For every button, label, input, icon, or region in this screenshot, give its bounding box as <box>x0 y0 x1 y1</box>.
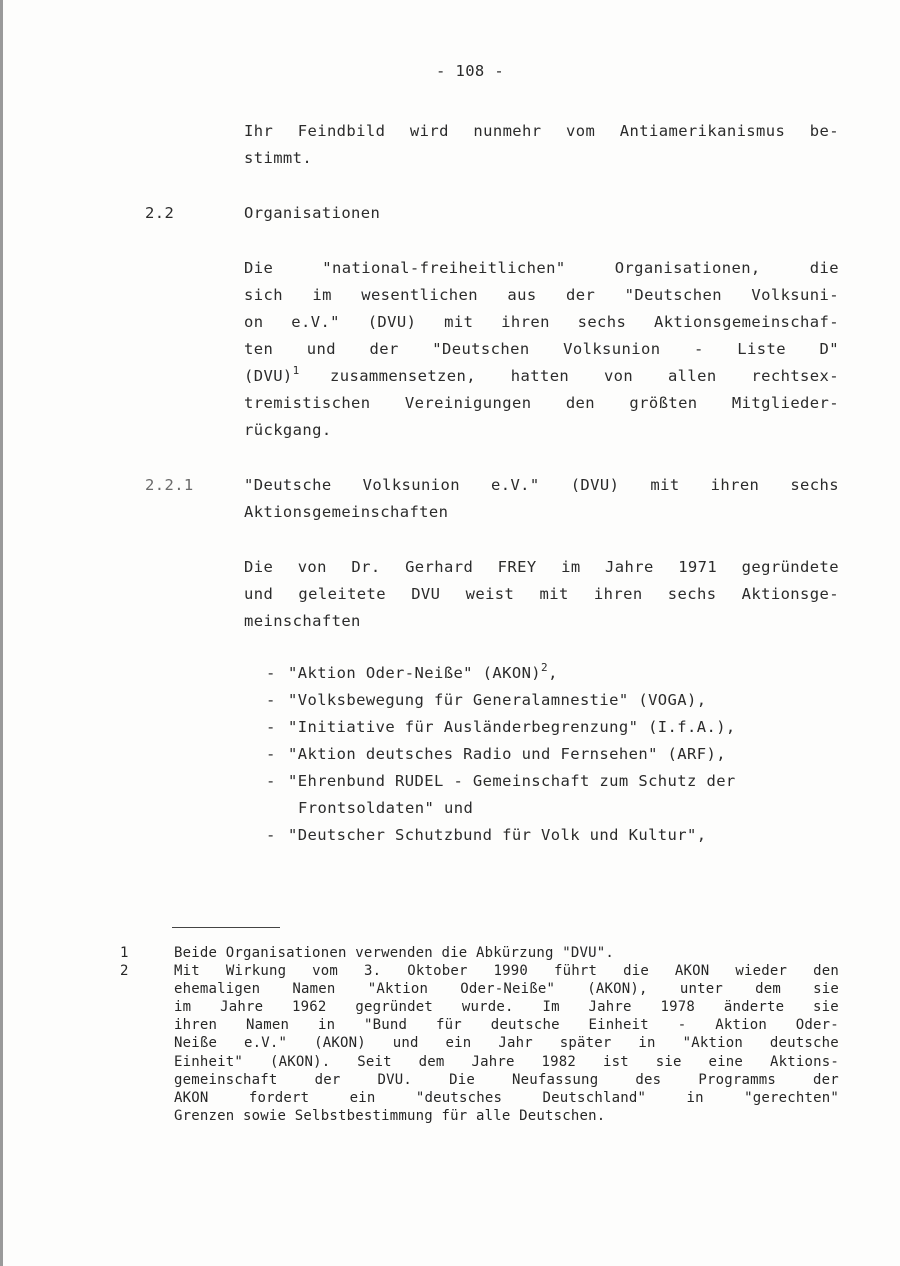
word: Programms <box>698 1071 776 1088</box>
word: weist <box>465 585 515 603</box>
list-item-1-end: , <box>548 664 558 682</box>
word: die <box>809 259 839 277</box>
word: Volksunion <box>563 340 661 358</box>
word: e.V." <box>244 1035 288 1052</box>
word: 3. <box>364 963 382 979</box>
word: wieder <box>735 963 788 979</box>
para-org-line-5-start <box>244 364 300 385</box>
word: mit <box>650 476 680 494</box>
word: im <box>312 286 332 304</box>
word: be- <box>809 122 839 140</box>
word: ten <box>244 340 274 358</box>
intro-line-1 <box>244 122 839 140</box>
word: DVU <box>411 585 441 603</box>
para-dvu-line-2 <box>244 585 839 603</box>
para-org-line-1 <box>244 259 839 277</box>
para-org-line-3 <box>244 313 839 331</box>
list-item-1-text: "Aktion Oder-Neiße" (AKON) <box>288 664 542 682</box>
word: sechs <box>577 313 627 331</box>
word: dem <box>418 1053 445 1070</box>
word: Jahre <box>471 1053 515 1070</box>
word: von <box>297 558 327 576</box>
word: "Aktion <box>367 981 429 998</box>
footnote-2-line <box>174 1035 839 1051</box>
word: "Bund <box>364 1017 408 1034</box>
word: "national-freiheitlichen" <box>322 259 566 277</box>
word: im <box>174 999 192 1016</box>
word: allen <box>667 367 717 385</box>
word: fordert <box>248 1089 310 1106</box>
word: (AKON). <box>269 1053 331 1070</box>
word: für <box>435 1017 462 1034</box>
word: (DVU) <box>367 313 417 331</box>
word: Mitglieder- <box>731 394 839 412</box>
section-title-2-2: Organisationen <box>244 204 381 222</box>
list-item-3: "Initiative für Ausländerbegrenzung" (I.f.A.), <box>288 718 736 736</box>
section-title-2-2-1-line-2: Aktionsgemeinschaften <box>244 503 449 521</box>
word: unter <box>679 981 723 998</box>
word: Mit <box>174 963 200 979</box>
footnote-number-2: 2 <box>120 963 129 979</box>
list-item-5-cont: Frontsoldaten" und <box>298 799 474 817</box>
word: mit <box>539 585 569 603</box>
word: deutsche <box>490 1017 560 1034</box>
word: 1982 <box>541 1053 577 1070</box>
footnote-2-line <box>174 1090 839 1106</box>
word: Im <box>542 999 560 1016</box>
word: die <box>623 963 649 979</box>
word: Oder- <box>795 1017 839 1034</box>
word: dem <box>755 981 781 998</box>
word: sechs <box>667 585 717 603</box>
word: und <box>306 340 336 358</box>
word: in <box>638 1035 656 1052</box>
word: wesentlichen <box>361 286 479 304</box>
word: Antiamerikanismus <box>619 122 786 140</box>
list-dash-1: - <box>266 664 276 682</box>
word: ihren <box>593 585 643 603</box>
word: Aktion <box>715 1017 767 1034</box>
word: Jahr <box>498 1035 533 1052</box>
para-org-line-4 <box>244 340 839 358</box>
word: Neiße <box>174 1035 218 1052</box>
word: führt <box>554 963 598 979</box>
word: Aktionsgemeinschaf- <box>654 313 839 331</box>
section-number-2-2: 2.2 <box>145 204 175 222</box>
word: AKON <box>674 963 710 979</box>
word: Einheit <box>588 1017 649 1034</box>
word: "deutsches <box>415 1089 503 1106</box>
word: Aktionsge- <box>741 585 839 603</box>
word: rechtsex- <box>751 367 839 385</box>
word: den <box>565 394 596 412</box>
intro-line-2: stimmt. <box>244 149 313 167</box>
word: größten <box>629 394 698 412</box>
section-number-2-2-1: 2.2.1 <box>145 476 194 494</box>
word: Aktions- <box>769 1053 839 1070</box>
word: Die <box>449 1071 475 1088</box>
word: 1978 <box>660 999 696 1016</box>
word: 1962 <box>292 999 327 1016</box>
word: (AKON) <box>314 1035 366 1052</box>
word: tremistischen <box>244 394 371 412</box>
word: sie <box>813 981 839 998</box>
word: Dr. <box>351 558 381 576</box>
list-dash-3: - <box>266 718 276 736</box>
word: der <box>813 1071 839 1088</box>
word: gegründet <box>355 999 434 1016</box>
footnote-1-text: Beide Organisationen verwenden die Abkürzung "DVU". <box>174 945 615 961</box>
word: im <box>561 558 581 576</box>
para-org-line-7: rückgang. <box>244 421 332 439</box>
list-item-1 <box>288 661 558 682</box>
word: von <box>603 367 634 385</box>
dvu-abbrev: (DVU) <box>244 367 293 385</box>
word: ihren <box>501 313 550 331</box>
list-item-4: "Aktion deutsches Radio und Fernsehen" (ARF), <box>288 745 726 763</box>
word: Jahre <box>220 999 264 1016</box>
word: Wirkung <box>225 963 287 979</box>
word: Die <box>244 558 274 576</box>
word: Volksuni- <box>751 286 839 304</box>
para-org-line-2 <box>244 286 839 304</box>
footnote-2-line <box>174 1072 839 1088</box>
footnote-2-line <box>174 1054 839 1070</box>
word: nunmehr <box>473 122 542 140</box>
word: Vereinigungen <box>404 394 532 412</box>
list-item-6: "Deutscher Schutzbund für Volk und Kultur", <box>288 826 707 844</box>
word: Liste <box>737 340 786 358</box>
footnote-2-line <box>174 1017 839 1033</box>
word: Seit <box>357 1053 392 1070</box>
word: - <box>694 340 704 358</box>
word: hatten <box>510 367 570 385</box>
word: "Deutsche <box>244 476 332 494</box>
word: ihren <box>710 476 760 494</box>
word: D" <box>819 340 839 358</box>
para-org-line-6 <box>244 394 839 412</box>
scan-edge <box>0 0 3 1266</box>
list-item-2: "Volksbewegung für Generalamnestie" (VOGA), <box>288 691 707 709</box>
word: e.V." <box>490 476 540 494</box>
word: Namen <box>245 1017 290 1034</box>
word: Gerhard <box>405 558 474 576</box>
footnote-2-line <box>174 999 839 1015</box>
word: e.V." <box>291 313 340 331</box>
word: änderte <box>723 999 785 1016</box>
para-dvu-line-3: meinschaften <box>244 612 361 630</box>
word: und <box>392 1035 419 1052</box>
word: sie <box>655 1053 682 1070</box>
footnote-number-1: 1 <box>120 945 129 961</box>
word: wird <box>409 122 449 140</box>
word: DVU. <box>377 1071 413 1088</box>
list-dash-6: - <box>266 826 276 844</box>
word: (DVU) <box>570 476 620 494</box>
footnote-ref-1: 1 <box>292 364 300 377</box>
word: AKON <box>174 1089 209 1106</box>
word: sechs <box>790 476 839 494</box>
word: "Deutschen <box>624 286 722 304</box>
para-org-line-5 <box>330 367 839 385</box>
word: Einheit" <box>174 1053 244 1070</box>
footnote-2-line <box>174 981 839 997</box>
word: gegründete <box>741 558 839 576</box>
word: Neufassung <box>512 1071 599 1088</box>
word: on <box>244 313 264 331</box>
word: gemeinschaft <box>174 1071 278 1088</box>
word: vom <box>566 122 596 140</box>
word: Namen <box>292 981 336 998</box>
word: Die <box>244 259 274 277</box>
word: Organisationen, <box>614 259 761 277</box>
word: wurde. <box>461 999 514 1016</box>
word: Jahre <box>605 558 654 576</box>
word: der <box>369 340 399 358</box>
word: sie <box>813 999 839 1016</box>
word: in <box>317 1017 336 1034</box>
word: FREY <box>497 558 537 576</box>
word: in <box>686 1089 704 1106</box>
word: "Deutschen <box>432 340 530 358</box>
word: Ihr <box>244 122 274 140</box>
word: den <box>813 963 839 979</box>
list-dash-5: - <box>266 772 276 790</box>
word: 1990 <box>493 963 529 979</box>
page-number: - 108 - <box>436 62 505 80</box>
word: ein <box>445 1035 472 1052</box>
word: deutsche <box>769 1035 839 1052</box>
word: sich <box>244 286 283 304</box>
word: ein <box>349 1089 376 1106</box>
word: (AKON), <box>587 981 648 998</box>
word: geleitete <box>298 585 386 603</box>
word: ihren <box>174 1017 218 1034</box>
word: "Aktion <box>682 1035 743 1052</box>
footnote-separator <box>172 927 280 928</box>
word: des <box>635 1071 662 1088</box>
word: ist <box>602 1053 629 1070</box>
word: später <box>559 1035 612 1052</box>
list-item-5: "Ehrenbund RUDEL - Gemeinschaft zum Schutz der <box>288 772 736 790</box>
footnote-2-last-line: Grenzen sowie Selbstbestimmung für alle Deutschen. <box>174 1108 606 1124</box>
word: und <box>244 585 274 603</box>
word: Volksunion <box>362 476 460 494</box>
word: Oktober <box>407 963 468 979</box>
word: Feindbild <box>297 122 386 140</box>
word: der <box>566 286 596 304</box>
word: aus <box>507 286 537 304</box>
word: eine <box>708 1053 744 1070</box>
word: vom <box>312 963 339 979</box>
word: Jahre <box>588 999 632 1016</box>
word: mit <box>444 313 474 331</box>
word: Oder-Neiße" <box>460 981 556 998</box>
list-dash-2: - <box>266 691 276 709</box>
footnote-2-line <box>174 963 839 979</box>
word: zusammensetzen, <box>330 367 476 385</box>
word: 1971 <box>678 558 718 576</box>
word: - <box>677 1017 687 1034</box>
word: "gerechten" <box>744 1089 839 1106</box>
word: Deutschland" <box>542 1089 647 1106</box>
word: der <box>314 1071 341 1088</box>
word: ehemaligen <box>174 981 261 998</box>
list-dash-4: - <box>266 745 276 763</box>
para-dvu-line-1 <box>244 558 839 576</box>
section-title-2-2-1-line-1 <box>244 476 839 494</box>
footnote-ref-2: 2 <box>541 661 549 674</box>
